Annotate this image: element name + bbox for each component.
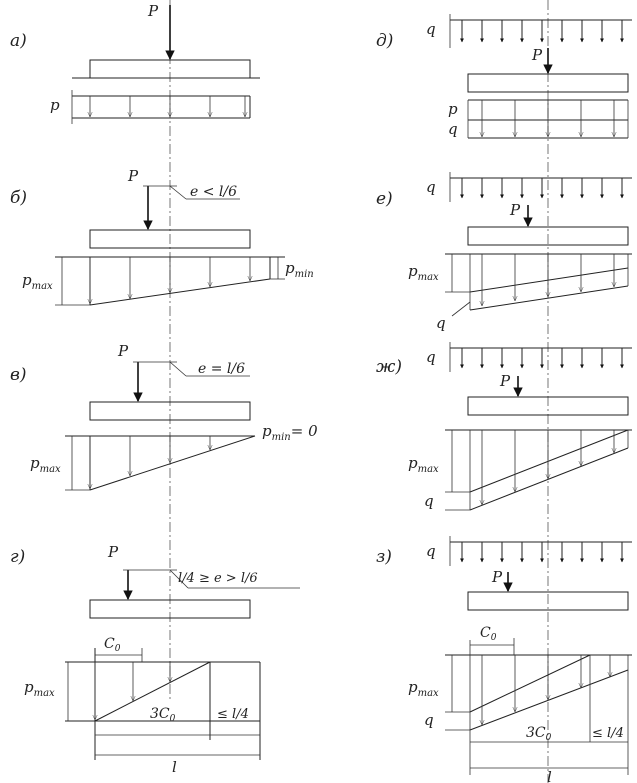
panel-a [10, 2, 260, 124]
panel-e-q-label: q [426, 178, 436, 196]
svg-text:pmin: $p_{min}$ [285, 259, 314, 280]
panel-b-pmin-label [285, 259, 314, 280]
svg-text:pmax: $p_{max}$ [408, 262, 439, 283]
panel-g-3c0-label [150, 706, 176, 724]
panel-z-l-label: l [547, 768, 552, 783]
panel-d [376, 14, 632, 138]
panel-zh [376, 342, 632, 510]
panel-v-ecc-label: e = l/6 [198, 361, 246, 377]
panel-b-force-label: P [128, 167, 139, 185]
panel-g-ecc-label: l/4 ≥ e > l/6 [178, 571, 258, 586]
panel-g-letter: г) [10, 547, 26, 567]
svg-text:pmax: $p_{max}$ [22, 271, 53, 292]
panel-v-pmax-label [30, 454, 61, 475]
panel-g-c0-label [104, 636, 121, 654]
panel-a-letter: а) [10, 31, 27, 51]
panel-z-force-label: P [492, 568, 503, 586]
svg-text:pmax: $p_{max}$ [408, 678, 439, 699]
panel-z-pmax-label [408, 678, 439, 699]
panel-b-ecc-leader [170, 186, 186, 199]
panel-e-q-bottom-label: q [436, 314, 446, 332]
svg-text:pmin= 0: $p_{min}= 0$ [262, 422, 318, 443]
panel-v-letter: в) [10, 365, 27, 385]
panel-v-pressure-arrows [90, 436, 210, 489]
panel-z [376, 536, 632, 783]
panel-zh-q-label: q [426, 348, 436, 366]
panel-d-letter: д) [376, 31, 394, 51]
panel-v-epure-bottom [90, 436, 255, 490]
panel-zh-force-label: P [500, 372, 511, 390]
svg-text:pmax: $p_{max}$ [30, 454, 61, 475]
panel-b-ecc-label: e < l/6 [190, 184, 238, 200]
panel-z-q-label: q [426, 542, 436, 560]
panel-d-surcharge-arrows [462, 20, 622, 42]
svg-text:3C0: $3C_0$ [150, 706, 176, 724]
panel-e-letter: е) [376, 189, 393, 209]
svg-text:pmax: $p_{max}$ [24, 678, 55, 699]
panel-a-pressure-arrows [90, 96, 245, 117]
panel-a-force-label: P [148, 2, 159, 20]
panel-d-q-label: q [426, 20, 436, 38]
panel-a-pressure-label: p [50, 96, 60, 114]
panel-d-p-label: p [448, 100, 458, 118]
panel-z-pressure-arrows [482, 655, 610, 725]
panel-d-q-bottom-label: q [448, 120, 458, 138]
panel-g [10, 543, 300, 776]
panel-z-l4-label: ≤ l/4 [592, 726, 624, 741]
panel-v [10, 342, 318, 490]
svg-text:3C0: $3C_0$ [526, 725, 552, 743]
panel-z-q-bottom-label: q [424, 711, 434, 729]
panel-g-force-label: P [108, 543, 119, 561]
panel-d-force-label: P [532, 46, 543, 64]
panel-v-pmin-label [262, 422, 318, 443]
panel-b-letter: б) [10, 188, 28, 208]
panel-zh-letter: ж) [376, 357, 402, 377]
panel-b [10, 167, 314, 305]
panel-z-surcharge-arrows [462, 542, 622, 562]
panel-g-l4-label: ≤ l/4 [217, 707, 249, 722]
panel-zh-surcharge-arrows [462, 348, 622, 368]
panel-e [376, 172, 632, 332]
panel-g-pmax-label [24, 678, 55, 699]
svg-text:pmax: $p_{max}$ [408, 454, 439, 475]
panel-d-pressure-arrows [482, 100, 614, 137]
panel-zh-pmax-label [408, 454, 439, 475]
svg-text:C0: $C_0$ [480, 625, 497, 643]
svg-text:C0: $C_0$ [104, 636, 121, 654]
panel-zh-q-bottom-label: q [424, 492, 434, 510]
panel-z-c0-label [480, 625, 497, 643]
panel-g-l-label: l [172, 758, 177, 776]
panel-v-ecc-leader [170, 362, 186, 376]
panel-v-force-label: P [118, 342, 129, 360]
panel-e-pmax-label [408, 262, 439, 283]
panel-e-surcharge-arrows [462, 178, 622, 198]
panel-z-letter: з) [376, 547, 392, 567]
panel-b-epure-bottom [90, 279, 270, 305]
panel-b-pmax-label [22, 271, 53, 292]
panel-e-force-label: P [510, 201, 521, 219]
